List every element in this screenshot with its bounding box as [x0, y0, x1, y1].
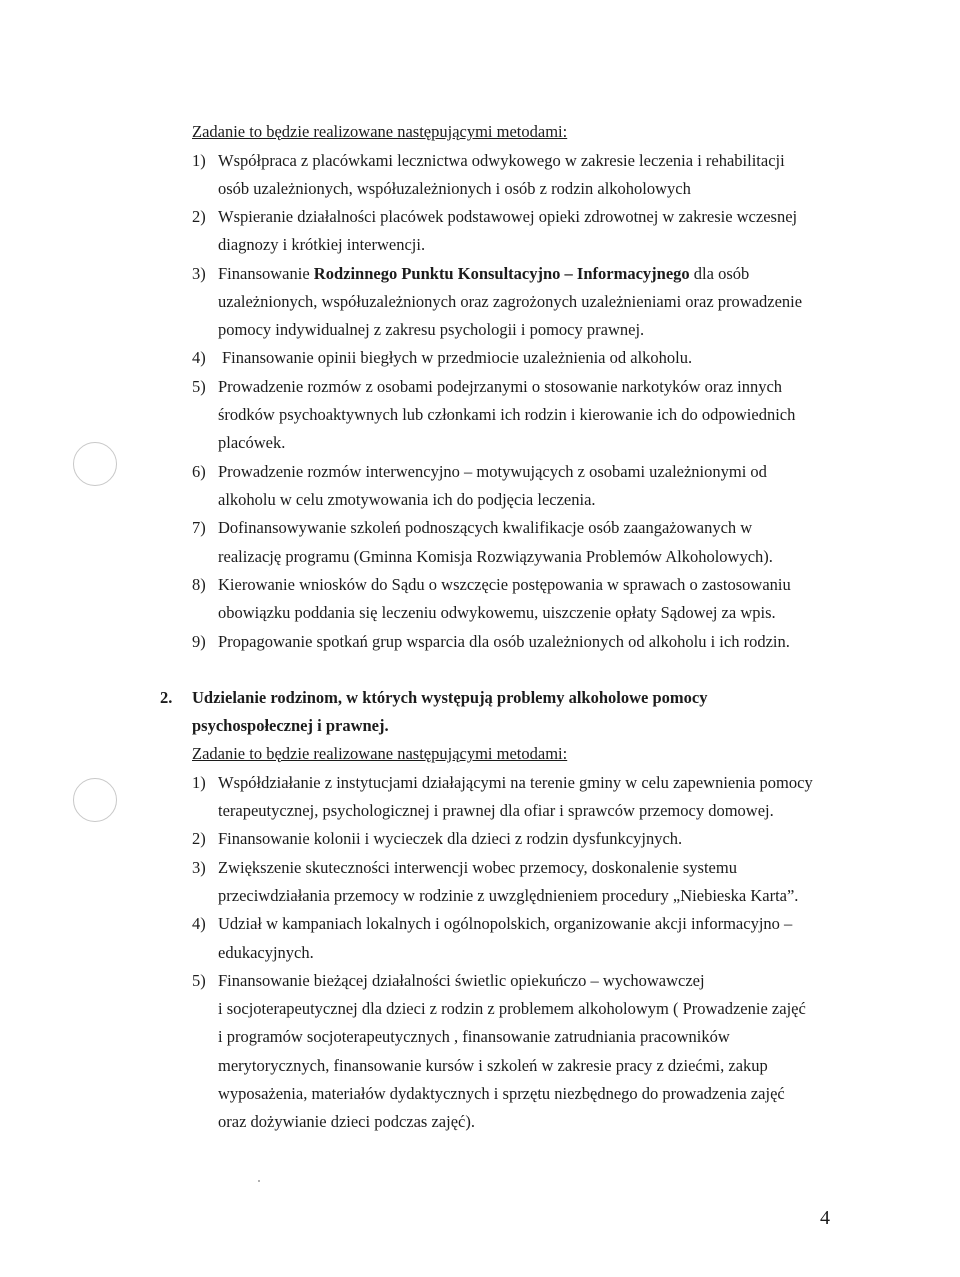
list-item-text: realizację programu (Gminna Komisja Rozwiązywania Problemów Alkoholowych).: [218, 547, 773, 566]
list-number: 3): [192, 264, 206, 283]
list-number: 9): [192, 632, 206, 651]
list-item-text: edukacyjnych.: [218, 943, 314, 962]
list-item-text: Finansowanie opinii biegłych w przedmiocie uzależnienia od alkoholu.: [222, 348, 693, 367]
list-item-text: obowiązku poddania się leczeniu odwykowemu, uiszczenie opłaty Sądowej za wpis.: [218, 603, 776, 622]
list-item-text: Prowadzenie rozmów z osobami podejrzanymi o stosowanie narkotyków oraz innych: [218, 377, 783, 396]
list-item-text: Współpraca z placówkami lecznictwa odwykowego w zakresie leczenia i rehabilitacji: [218, 151, 785, 170]
list-item-text: alkoholu w celu zmotywowania ich do podjęcia leczenia.: [218, 490, 596, 509]
list-number: 3): [192, 858, 206, 877]
list-item-text: wyposażenia, materiałów dydaktycznych i sprzętu niezbędnego do prowadzenia zajęć: [218, 1084, 785, 1103]
list-item-text: Udział w kampaniach lokalnych i ogólnopolskich, organizowanie akcji informacyjno –: [218, 914, 793, 933]
list-item-text: przeciwdziałania przemocy w rodzinie z uwzględnieniem procedury „Niebieska Karta”.: [218, 886, 799, 905]
list-number: 7): [192, 518, 206, 537]
list-item-text: placówek.: [218, 433, 286, 452]
list-item-text: oraz dożywianie dzieci podczas zajęć).: [218, 1112, 475, 1131]
page-number: 4: [820, 1207, 830, 1229]
list-item-text: Zwiększenie skuteczności interwencji wobec przemocy, doskonalenie systemu: [218, 858, 737, 877]
list-number: 5): [192, 971, 206, 990]
section2-heading: psychospołecznej i prawnej.: [192, 716, 389, 735]
list-number: 1): [192, 151, 206, 170]
list-item-text: Dofinansowywanie szkoleń podnoszących kwalifikacje osób zaangażowanych w: [218, 518, 753, 537]
list-item-text: diagnozy i krótkiej interwencji.: [218, 235, 426, 254]
list-item-text: i socjoterapeutycznej dla dzieci z rodzin z problemem alkoholowym ( Prowadzenie zajęć: [218, 999, 806, 1018]
list-item-text: merytorycznych, finansowanie kursów i szkoleń w zakresie pracy z dziećmi, zakup: [218, 1056, 768, 1075]
list-number: 5): [192, 377, 206, 396]
list-item-text: i programów socjoterapeutycznych , finansowanie zatrudniania pracowników: [218, 1027, 730, 1046]
list-item-text: pomocy indywidualnej z zakresu psychologii i pomocy prawnej.: [218, 320, 645, 339]
section2-heading: Udzielanie rodzinom, w których występują problemy alkoholowe pomocy: [192, 688, 708, 707]
list-item-text: Wspieranie działalności placówek podstawowej opieki zdrowotnej w zakresie wczesnej: [218, 207, 798, 226]
section1-intro: Zadanie to będzie realizowane następującymi metodami:: [192, 122, 568, 141]
list-number: 1): [192, 773, 206, 792]
list-item-text: osób uzależnionych, współuzależnionych i osób z rodzin alkoholowych: [218, 179, 691, 198]
list-item-text-post: dla osób: [689, 264, 750, 283]
list-item-text: Współdziałanie z instytucjami działającymi na terenie gminy w celu zapewnienia pomocy: [218, 773, 813, 792]
list-number: 8): [192, 575, 206, 594]
list-item-text: Finansowanie bieżącej działalności świetlic opiekuńczo – wychowawczej: [218, 971, 705, 990]
list-item-text: terapeutycznej, psychologicznej i prawnej dla ofiar i sprawców przemocy domowej.: [218, 801, 774, 820]
section2-number: 2.: [160, 688, 173, 707]
list-item-text: Kierowanie wniosków do Sądu o wszczęcie postępowania w sprawach o zastosowaniu: [218, 575, 791, 594]
list-number: 2): [192, 207, 206, 226]
section2-intro: Zadanie to będzie realizowane następującymi metodami:: [192, 744, 568, 763]
punch-hole-bottom: [73, 778, 117, 822]
list-item-text: środków psychoaktywnych lub członkami ich rodzin i kierowanie ich do odpowiednich: [218, 405, 796, 424]
list-number: 6): [192, 462, 206, 481]
list-item-text-pre: Finansowanie: [218, 264, 314, 283]
list-number: 4): [192, 914, 206, 933]
list-number: 4): [192, 348, 206, 367]
list-number: 2): [192, 829, 206, 848]
list-item-text: Prowadzenie rozmów interwencyjno – motywujących z osobami uzależnionymi od: [218, 462, 767, 481]
list-item-text: uzależnionych, współuzależnionych oraz zagrożonych uzależnieniami oraz prowadzenie: [218, 292, 803, 311]
list-item-text: Finansowanie kolonii i wycieczek dla dzieci z rodzin dysfunkcyjnych.: [218, 829, 683, 848]
scan-speck: [258, 1180, 260, 1182]
list-item-text-bold: Rodzinnego Punktu Konsultacyjno – Informacyjnego: [313, 264, 690, 283]
list-item-text: Propagowanie spotkań grup wsparcia dla osób uzależnionych od alkoholu i ich rodzin.: [218, 632, 790, 651]
punch-hole-top: [73, 442, 117, 486]
list-item-text: [218, 264, 749, 284]
